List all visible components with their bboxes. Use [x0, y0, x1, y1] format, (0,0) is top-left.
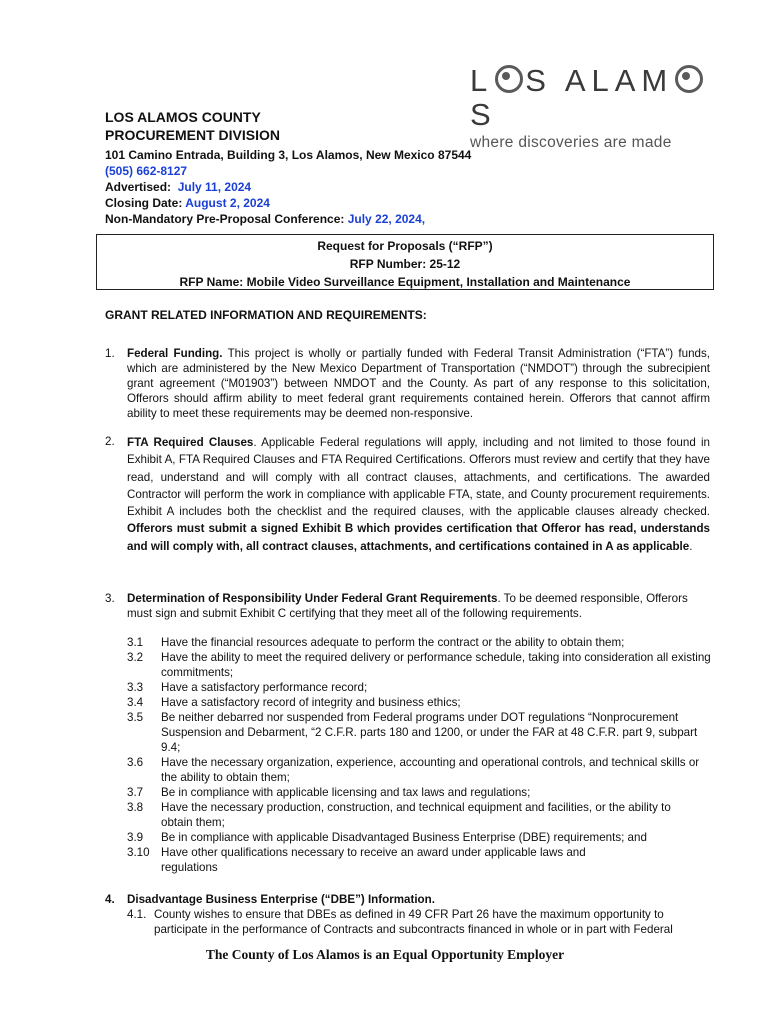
org-name: LOS ALAMOS COUNTY	[105, 109, 261, 125]
division-name: PROCUREMENT DIVISION	[105, 127, 281, 143]
logo-tagline: where discoveries are made	[470, 134, 672, 151]
rfp-number: RFP Number: 25-12	[349, 257, 461, 271]
list-item: 2. FTA Required Clauses. Applicable Federal regulations will apply, including and not limited to those found in Exhibit A, FTA Required Clauses and FTA Required Certifications. Offerors must review and certify that they have read, understand and will comply with all contract clauses, attachments, and certifications. The awarded Contractor will perform the work in compliance with applicable FTA, state, and County procurement requirements. Exhibit A includes both the checklist and the required clauses, with the applicable clauses already checked. Offerors must submit a signed Exhibit B which provides certification that Offeror has read, understands and will comply with, all contract clauses, attachments, and certifications contained in A as applicable.	[105, 435, 710, 553]
advertised-line: Advertised: July 11, 2024	[105, 180, 252, 194]
address: 101 Camino Entrada, Building 3, Los Alamos, New Mexico 87544	[105, 148, 472, 162]
sub-item: 3.4 Have a satisfactory record of integrity and business ethics;	[127, 696, 461, 709]
sub-item: 4.1. County wishes to ensure that DBEs as defined in 49 CFR Part 26 have the maximum opportunity to participate in the performance of Contracts and subcontracts financed in whole or in part with Federal	[127, 908, 673, 936]
sub-item: 3.7 Be in compliance with applicable licensing and tax laws and regulations;	[127, 786, 531, 799]
advertised-date: July 11, 2024	[177, 180, 252, 194]
county-logo	[470, 64, 710, 152]
list-item: 4. Disadvantage Business Enterprise (“DBE”) Information.	[105, 893, 435, 906]
sub-item: 3.9 Be in compliance with applicable Disadvantaged Business Enterprise (DBE) requirements; and	[127, 831, 647, 844]
section-title: GRANT RELATED INFORMATION AND REQUIREMENTS:	[105, 308, 427, 322]
conference-date: July 22, 2024,	[347, 212, 426, 226]
document-header	[105, 108, 471, 227]
logo-wordmark: L S ALAMS	[470, 64, 710, 132]
closing-date: August 2, 2024	[185, 196, 270, 210]
list-item: 3. Determination of Responsibility Under Federal Grant Requirements. To be deemed responsible, Offerors must sign and submit Exhibit C certifying that they meet all of the following requirements.	[105, 592, 688, 620]
footer-statement: The County of Los Alamos is an Equal Opportunity Employer	[205, 947, 565, 962]
sub-item: 3.3 Have a satisfactory performance record;	[127, 681, 368, 694]
sub-item: 3.6 Have the necessary organization, experience, accounting and operational controls, and technical skills or the ability to obtain them;	[127, 756, 700, 784]
rfp-name: RFP Name: Mobile Video Surveillance Equipment, Installation and Maintenance	[179, 275, 631, 289]
closing-line: Closing Date: August 2, 2024	[105, 196, 270, 210]
sub-item: 3.1 Have the financial resources adequate to perform the contract or the ability to obtain them;	[127, 636, 625, 649]
sub-item: 3.5 Be neither debarred nor suspended from Federal programs under DOT regulations “Nonprocurement Suspension and Debarment, “2 C.F.R. parts 180 and 1200, or under the FAR at 48 C.F.R. part 9, subpart 9.4;	[127, 711, 698, 754]
list-item: 1. Federal Funding. This project is wholly or partially funded with Federal Transit Administration (“FTA”) funds, which are administered by the New Mexico Department of Transportation (“NMDOT”) through the subrecipient grant agreement (“M01903”) between NMDOT and the County. As part of any response to this solicitation, Offerors should affirm ability to meet federal grant requirements contained herein. Offerors that cannot affirm ability to meet these requirements may be deemed non-responsive.	[105, 347, 710, 420]
sun-icon	[675, 65, 703, 93]
rfp-info-box	[96, 234, 714, 290]
phone-number: (505) 662-8127	[105, 164, 188, 178]
sun-icon	[495, 65, 523, 93]
conference-line: Non-Mandatory Pre-Proposal Conference: July 22, 2024,	[105, 212, 426, 226]
rfp-title: Request for Proposals (“RFP”)	[317, 239, 493, 253]
sub-item: 3.8 Have the necessary production, construction, and technical equipment and facilities, or the ability to obtain them;	[127, 801, 671, 829]
sub-item: 3.2 Have the ability to meet the required delivery or performance schedule, taking into consideration all existing commitments;	[127, 651, 711, 679]
sub-item: 3.10 Have other qualifications necessary to receive an award under applicable laws and regulations	[127, 846, 586, 874]
